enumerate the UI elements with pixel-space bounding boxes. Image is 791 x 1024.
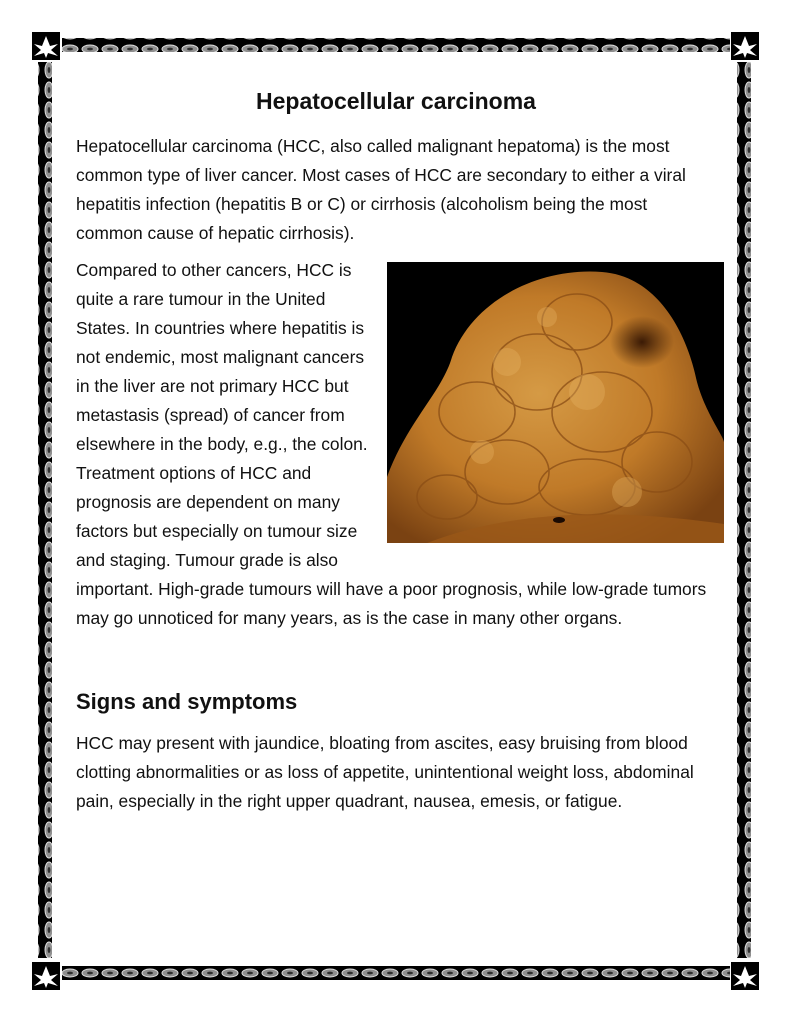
border-corner-ornament bbox=[731, 962, 759, 990]
border-corner-ornament bbox=[32, 962, 60, 990]
article bbox=[76, 84, 716, 816]
intro-paragraph: Hepatocellular carcinoma (HCC, also called malignant hepatoma) is the most common type of liver cancer. Most cases of HCC are secondary to either a viral hepatitis infection (hepatitis B or C) or cirrhosis (alcoholism being the most common cause of hepatic cirrhosis). bbox=[76, 136, 686, 243]
border-corner-ornament bbox=[32, 32, 60, 60]
symptoms-paragraph: HCC may present with jaundice, bloating from ascites, easy bruising from blood clotting abnormalities or as loss of appetite, unintentional weight loss, abdominal pain, especially in the right upper quadrant, nausea, emesis, or fatigue. bbox=[76, 733, 694, 811]
border-corner-ornament bbox=[731, 32, 759, 60]
body-paragraph: Compared to other cancers, HCC is quite a rare tumour in the United States. In countries where hepatitis is not endemic, most malignant cancers in the liver are not primary HCC but metastasis (spread) of cancer from elsewhere in the body, e.g., the colon. Treatment options of HCC and prognosis are dependent on many factors but especially on tumour size and staging. Tumour grade is also important. High-grade tumours will have a poor prognosis, while low-grade tumors may go unnoticed for many years, as is the case in many other organs. bbox=[76, 260, 707, 628]
article-title: Hepatocellular carcinoma bbox=[256, 88, 536, 114]
tumor-specimen-image bbox=[387, 262, 724, 543]
section-heading: Signs and symptoms bbox=[76, 689, 298, 714]
